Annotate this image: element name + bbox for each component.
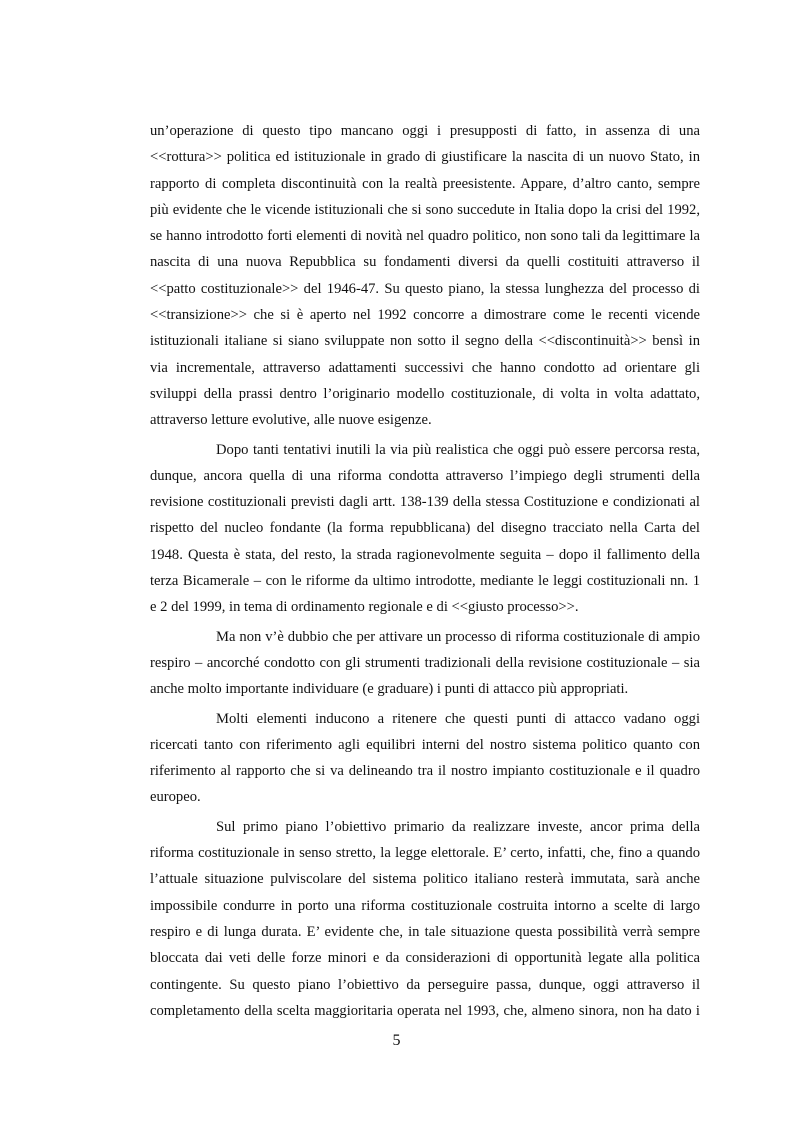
paragraph — [150, 437, 700, 621]
text-line: revisione costituzionali previsti dagli artt. 138-139 della stessa Costituzione e condizionati al — [150, 494, 700, 511]
paragraph — [150, 814, 700, 1024]
text-line: riforma costituzionale in senso stretto, la legge elettorale. E’ certo, infatti, che, fino a quando — [150, 845, 700, 862]
text-line: europeo. — [150, 789, 201, 806]
paragraph — [150, 118, 700, 434]
text-line: nascita di una nuova Repubblica su fondamenti diversi da quelli costituiti attraverso il — [150, 254, 700, 271]
paragraph — [150, 624, 700, 703]
text-line: impossibile condurre in porto una riforma costituzionale costruita intorno a scelte di largo — [150, 897, 700, 914]
text-line: Ma non v’è dubbio che per attivare un processo di riforma costituzionale di ampio — [216, 628, 700, 645]
text-line: <<patto costituzionale>> del 1946-47. Su questo piano, la stessa lunghezza del processo di — [150, 280, 700, 297]
paragraph — [150, 706, 700, 811]
text-line: Sul primo piano l’obiettivo primario da realizzare investe, ancor prima della — [216, 818, 700, 835]
text-line: completamento della scelta maggioritaria operata nel 1993, che, almeno sinora, non ha dato i — [150, 1002, 700, 1019]
text-line: 1948. Questa è stata, del resto, la strada ragionevolmente seguita – dopo il fallimento della — [150, 546, 700, 563]
text-line: rapporto di completa discontinuità con la realtà preesistente. Appare, d’altro canto, sempre — [150, 175, 700, 192]
text-line: <<transizione>> che si è aperto nel 1992 concorre a dimostrare come le recenti vicende — [150, 307, 700, 324]
page-number: 5 — [392, 1032, 401, 1049]
text-line: riferimento al rapporto che si va delineando tra il nostro impianto costituzionale e il quadro — [150, 763, 700, 780]
text-line: ricercati tanto con riferimento agli equilibri interni del nostro sistema politico quanto con — [150, 736, 700, 753]
body-text — [150, 118, 700, 1024]
text-line: e 2 del 1999, in tema di ordinamento regionale e di <<giusto processo>>. — [150, 599, 579, 616]
text-line: attraverso letture evolutive, alle nuove esigenze. — [150, 412, 432, 429]
text-line: bloccata dai veti delle forze minori e da considerazioni di opportunità legate alla politica — [150, 950, 700, 967]
text-line: respiro – ancorché condotto con gli strumenti tradizionali della revisione costituzionale – sia — [150, 654, 700, 671]
text-line: rispetto del nucleo fondante (la forma repubblicana) del disegno tracciato nella Carta del — [150, 520, 700, 537]
text-line: via incrementale, attraverso adattamenti successivi che hanno condotto ad orientare gli — [150, 359, 700, 376]
text-line: se hanno introdotto forti elementi di novità nel quadro politico, non sono tali da legittimare la — [150, 228, 700, 245]
text-line: <<rottura>> politica ed istituzionale in grado di giustificare la nascita di un nuovo Stato, in — [150, 149, 700, 166]
text-line: anche molto importante individuare (e graduare) i punti di attacco più appropriati. — [150, 681, 629, 698]
text-line: contingente. Su questo piano l’obiettivo da perseguire passa, dunque, oggi attraverso il — [150, 976, 700, 993]
text-line: sviluppi della prassi dentro l’originario modello costituzionale, di volta in volta adattato, — [150, 385, 700, 402]
text-line: respiro e di lunga durata. E’ evidente che, in tale situazione questa possibilità verrà sempre — [150, 923, 700, 940]
text-line: istituzionali italiane si siano sviluppate non sotto il segno della <<discontinuità>> bensì in — [150, 333, 700, 350]
text-line: Molti elementi inducono a ritenere che questi punti di attacco vadano oggi — [216, 710, 700, 727]
text-line: un’operazione di questo tipo mancano oggi i presupposti di fatto, in assenza di una — [150, 123, 700, 139]
text-line: l’attuale situazione pulviscolare del sistema politico italiano resterà immutata, sarà anche — [150, 871, 700, 888]
text-line: terza Bicamerale – con le riforme da ultimo introdotte, mediante le leggi costituzionali nn. 1 — [150, 573, 700, 590]
text-line: Dopo tanti tentativi inutili la via più realistica che oggi può essere percorsa resta, — [216, 441, 700, 458]
text-line: dunque, ancora quella di una riforma condotta attraverso l’impiego degli strumenti della — [150, 467, 700, 484]
text-line: più evidente che le vicende istituzionali che si sono succedute in Italia dopo la crisi del 1992, — [150, 201, 700, 218]
